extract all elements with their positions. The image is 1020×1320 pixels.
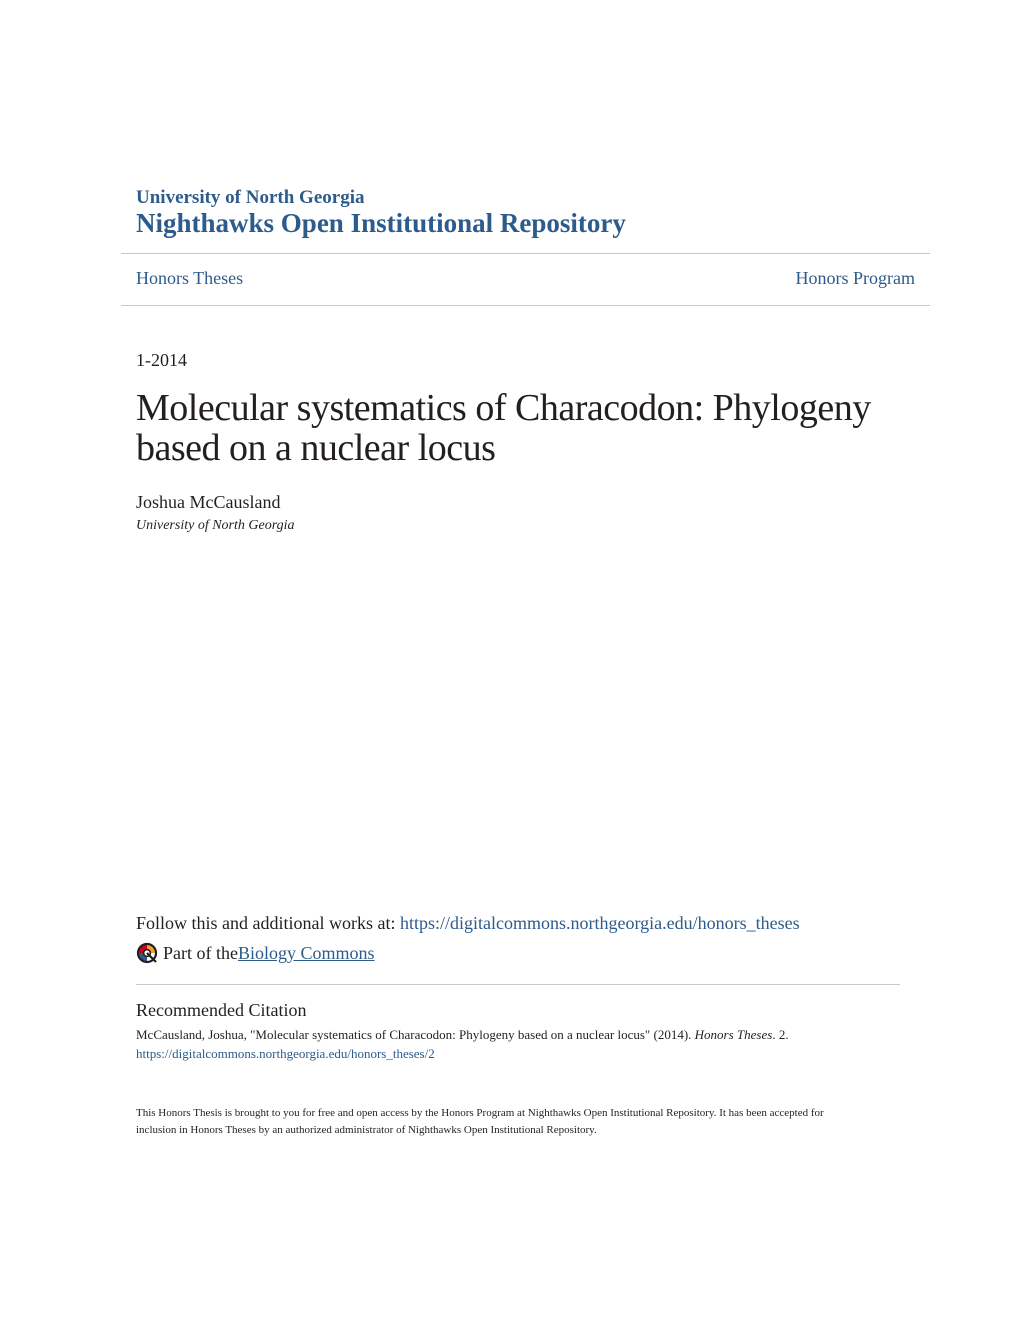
honors-theses-link[interactable]: Honors Theses [136, 268, 244, 288]
follow-line [136, 913, 800, 934]
author-name: Joshua McCausland [136, 492, 281, 512]
citation-series: Honors Theses [694, 1027, 773, 1042]
citation-divider [136, 984, 900, 985]
collection-url-link[interactable]: https://digitalcommons.northgeorgia.edu/honors_theses [399, 913, 800, 933]
citation-url-link[interactable]: https://digitalcommons.northgeorgia.edu/honors_theses/2 [136, 1046, 435, 1061]
publication-date: 1-2014 [136, 350, 187, 370]
access-notice: This Honors Thesis is brought to you for free and open access by the Honors Program at Nighthawks Open Institutional Repository. It has been accepted for inclusion in Honors Theses by an authorized administrator of Nighthawks Open Institutional Repository. [136, 1107, 824, 1136]
honors-program-link[interactable]: Honors Program [795, 268, 915, 288]
biology-commons-link[interactable]: Biology Commons [237, 942, 375, 963]
nav-divider [121, 305, 930, 306]
document-title: Molecular systematics of Characodon: Phylogeny based on a nuclear locus [136, 387, 871, 469]
part-of-line [136, 940, 375, 966]
part-of-label: Part of the [163, 942, 238, 963]
follow-label: Follow this and additional works at: [136, 913, 400, 933]
citation-prefix: McCausland, Joshua, "Molecular systematics of Characodon: Phylogeny based on a nuclear locus" (2014). [136, 1027, 695, 1042]
header-divider [121, 253, 930, 254]
author-affiliation: University of North Georgia [136, 518, 295, 533]
university-link[interactable]: University of North Georgia [136, 187, 365, 208]
citation-heading: Recommended Citation [136, 1000, 307, 1020]
bepress-commons-icon [136, 942, 158, 964]
citation-text [136, 1027, 789, 1043]
repository-link[interactable]: Nighthawks Open Institutional Repository [136, 208, 626, 238]
citation-suffix: . 2. [772, 1027, 789, 1042]
